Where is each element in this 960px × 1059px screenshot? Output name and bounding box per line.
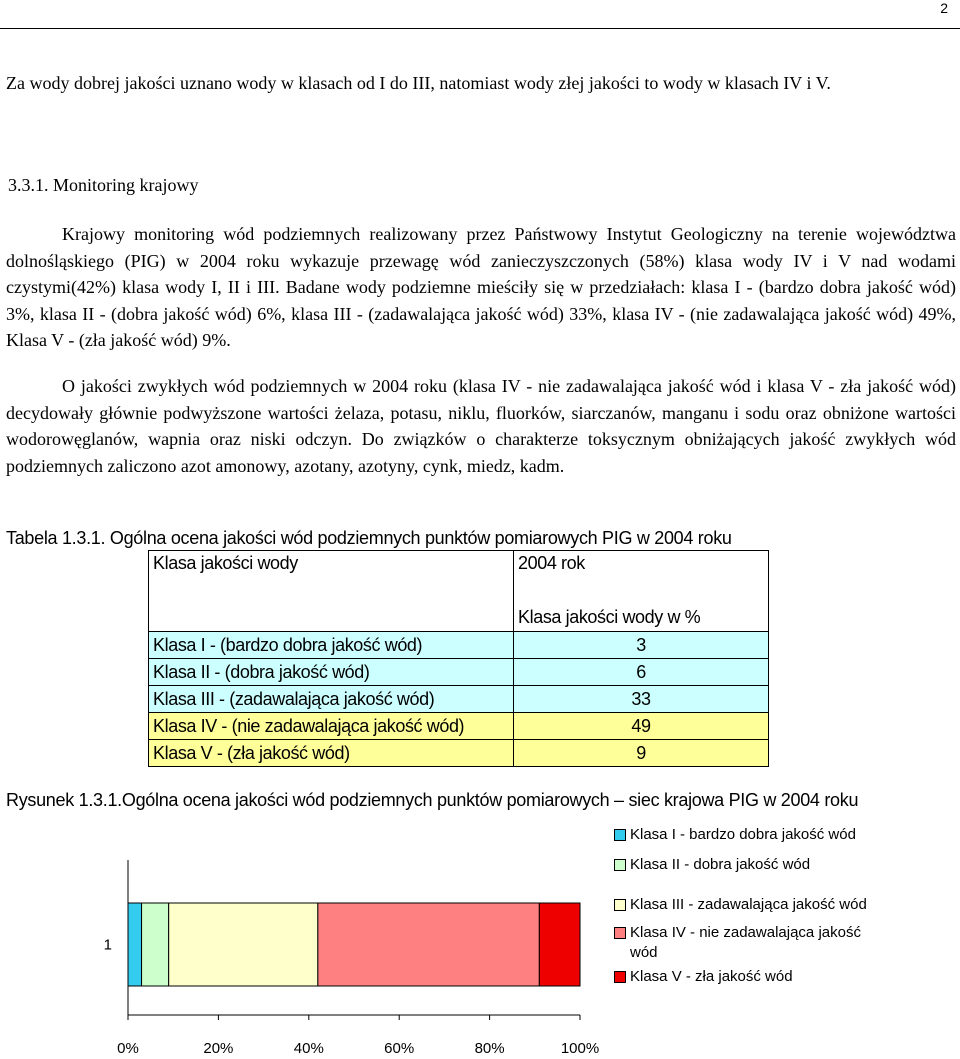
row-value: 49 <box>514 713 769 740</box>
row-value: 9 <box>514 740 769 767</box>
stacked-bar-chart <box>90 820 610 1059</box>
table-row <box>149 632 769 659</box>
table-caption: Tabela 1.3.1. Ogólna ocena jakości wód podziemnych punktów pomiarowych PIG w 2004 roku <box>6 528 732 548</box>
bar-segment <box>169 903 318 986</box>
x-tick-label: 60% <box>384 1040 415 1057</box>
legend-label: Klasa IV - nie zadawalająca jakość wód <box>630 924 861 961</box>
row-label: Klasa I - (bardzo dobra jakość wód) <box>149 632 514 659</box>
legend-swatch <box>614 829 626 841</box>
x-tick-label: 0% <box>117 1040 139 1057</box>
legend-item <box>614 923 874 963</box>
row-value: 6 <box>514 659 769 686</box>
x-tick-label: 40% <box>293 1040 324 1057</box>
subheader-percent-cell: Klasa jakości wody w % <box>514 604 769 631</box>
table-row <box>149 740 769 767</box>
figure-caption: Rysunek 1.3.1.Ogólna ocena jakości wód podziemnych punktów pomiarowych – siec krajowa PIG w 2004 roku <box>6 790 859 810</box>
intro-paragraph: Za wody dobrej jakości uznano wody w klasach od I do III, natomiast wody złej jakości to wody w klasach IV i V. <box>6 73 831 93</box>
legend-label: Klasa I - bardzo dobra jakość wód <box>630 826 856 843</box>
page-number: 2 <box>940 0 948 16</box>
legend-item <box>614 967 874 987</box>
bar-segment <box>142 903 169 986</box>
legend-label: Klasa II - dobra jakość wód <box>630 856 811 873</box>
legend-swatch <box>614 927 626 939</box>
legend-label: Klasa V - zła jakość wód <box>630 968 793 985</box>
legend-item <box>614 895 874 915</box>
row-label: Klasa III - (zadawalająca jakość wód) <box>149 686 514 713</box>
legend-swatch <box>614 859 626 871</box>
table-row <box>149 659 769 686</box>
legend-item <box>614 825 874 845</box>
header-class-cell: Klasa jakości wody <box>149 551 514 632</box>
bar-segment <box>539 903 580 986</box>
bar-segment <box>318 903 539 986</box>
row-label: Klasa II - (dobra jakość wód) <box>149 659 514 686</box>
legend-label: Klasa III - zadawalająca jakość wód <box>630 896 867 913</box>
header-rule <box>0 28 960 29</box>
quality-table <box>148 550 769 767</box>
legend-swatch <box>614 971 626 983</box>
row-label: Klasa V - (zła jakość wód) <box>149 740 514 767</box>
table-row <box>149 713 769 740</box>
chart-plot-area <box>104 860 600 1057</box>
chart-legend <box>614 825 874 987</box>
row-value: 33 <box>514 686 769 713</box>
section-heading: 3.3.1. Monitoring krajowy <box>8 175 199 195</box>
header-year-cell: 2004 rok <box>514 551 769 605</box>
x-tick-label: 80% <box>474 1040 505 1057</box>
category-label: 1 <box>103 936 112 954</box>
paragraph-1: Krajowy monitoring wód podziemnych realizowany przez Państwowy Instytut Geologiczny na terenie województwa dolnośląskiego (PIG) w 2004 roku wykazuje przewagę wód zanieczyszczonych (58%) klasa wody IV i V nad wodami czystymi(42%) klasa wody I, II i III. Badane wody podziemne mieściły się w przedziałach: klasa I - (bardzo dobra jakość wód) 3%, klasa II - (dobra jakość wód) 6%, klasa III - (zadawalająca jakość wód) 33%, klasa IV - (nie zadawalająca jakość wód) 49%, Klasa V - (zła jakość wód) 9%. <box>6 224 956 350</box>
table-header-row <box>149 551 769 605</box>
row-label: Klasa IV - (nie zadawalająca jakość wód) <box>149 713 514 740</box>
x-tick-label: 20% <box>203 1040 234 1057</box>
x-tick-label: 100% <box>560 1040 600 1057</box>
bar-segment <box>128 903 142 986</box>
table-row <box>149 686 769 713</box>
legend-item <box>614 855 874 875</box>
paragraph-2: O jakości zwykłych wód podziemnych w 2004 roku (klasa IV - nie zadawalająca jakość wód i klasa V - zła jakość wód) decydowały głównie podwyższone wartości żelaza, potasu, niklu, fluorków, siarczanów, manganu i sodu oraz obniżone wartości wodorowęglanów, wapnia oraz niski odczyn. Do związków o charakterze toksycznym obniżających jakość zwykłych wód podziemnych zaliczono azot amonowy, azotany, azotyny, cynk, miedz, kadm. <box>6 376 956 476</box>
legend-swatch <box>614 899 626 911</box>
row-value: 3 <box>514 632 769 659</box>
